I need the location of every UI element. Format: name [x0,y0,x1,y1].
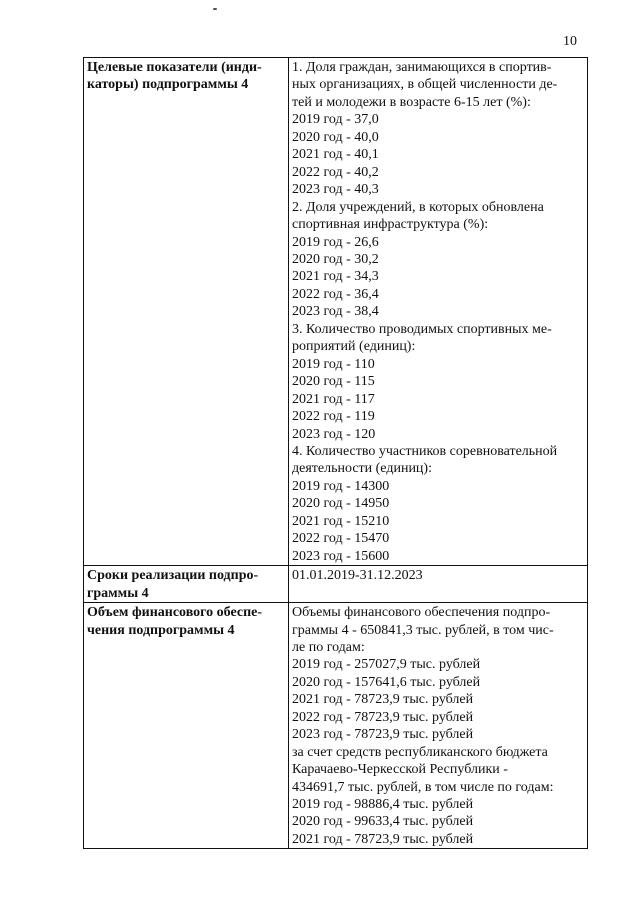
row-value-line: 2023 год - 38,4 [292,304,379,320]
row-value-line: 2020 год - 14950 [292,496,390,512]
row-value-line: 2019 год - 26,6 [292,234,379,250]
row-label-line: каторы) подпрограммы 4 [87,77,249,93]
row-value-line: 1. Доля граждан, занимающихся в спортив- [292,60,552,75]
row-label [84,603,289,849]
scan-speck [213,8,217,10]
row-value-line: 2022 год - 78723,9 тыс. рублей [292,709,474,725]
row-value-line: 2021 год - 78723,9 тыс. рублей [292,692,474,708]
row-value-line: 2020 год - 157641,6 тыс. рублей [292,674,481,690]
row-label-line: чения подпрограммы 4 [87,622,235,638]
row-value-line: Объемы финансового обеспечения подпро- [292,605,551,621]
row-value-line: 2021 год - 40,1 [292,147,379,163]
row-value-line: 2019 год - 110 [292,356,375,372]
row-label-line: Целевые показатели (инди- [87,60,262,75]
subprogram-passport-table [83,57,588,849]
row-value-line: 2021 год - 34,3 [292,269,379,285]
row-value-line: Карачаево-Черкесской Республики - [292,762,508,778]
row-value-line: 2023 год - 40,3 [292,182,379,198]
row-value-line: 2021 год - 15210 [292,513,390,529]
row-value-line: 2019 год - 257027,9 тыс. рублей [292,657,481,673]
row-value-line: 2020 год - 40,0 [292,129,379,145]
row-value-line: 2020 год - 99633,4 тыс. рублей [292,814,474,830]
table-row-implementation-period [84,566,588,603]
row-value-line: 01.01.2019-31.12.2023 [292,568,423,584]
row-value-line: роприятий (единиц): [292,339,416,355]
row-value-line: 2022 год - 15470 [292,531,390,547]
row-value-line: 434691,7 тыс. рублей, в том числе по годам: [292,779,554,795]
row-value-line: 2022 год - 119 [292,409,375,425]
row-value-line: 2023 год - 15600 [292,548,390,564]
row-value-line: 2023 год - 120 [292,426,376,442]
row-value-line: спортивная инфраструктура (%): [292,217,489,233]
row-value [289,603,588,849]
row-value-line: ных организациях, в общей численности де- [292,77,558,93]
row-label [84,566,289,603]
row-value-line: 2022 год - 36,4 [292,286,379,302]
row-value-line: за счет средств республиканского бюджета [292,744,548,760]
row-value-line: 2. Доля учреждений, в которых обновлена [292,199,544,215]
row-value-line: 3. Количество проводимых спортивных ме- [292,321,552,337]
row-value-line: граммы 4 - 650841,3 тыс. рублей, в том чис- [292,622,554,638]
row-value-line: 4. Количество участников соревновательной [292,443,558,459]
row-value-line: 2021 год - 117 [292,391,375,407]
row-value-line: 2019 год - 98886,4 тыс. рублей [292,797,474,813]
row-label-line: Сроки реализации подпро- [87,568,259,584]
row-value-line: 2020 год - 30,2 [292,251,379,267]
row-value-line: 2022 год - 40,2 [292,164,379,180]
row-value-line: 2021 год - 78723,9 тыс. рублей [292,831,474,847]
row-value-line: деятельности (единиц): [292,461,432,477]
row-value-line: тей и молодежи в возрасте 6-15 лет (%): [292,94,531,110]
row-label-line: граммы 4 [87,585,149,601]
row-value-line: 2023 год - 78723,9 тыс. рублей [292,727,474,743]
table-row-financing-volume [84,603,588,849]
row-value-line: 2019 год - 37,0 [292,112,379,128]
row-label-line: Объем финансового обеспе- [87,605,263,621]
row-value-line: 2019 год - 14300 [292,478,390,494]
row-value-line: 2020 год - 115 [292,374,375,390]
page-number: 10 [563,34,577,49]
row-value-line: ле по годам: [292,639,365,655]
row-value [289,58,588,566]
row-label [84,58,289,566]
row-value [289,566,588,603]
table-row-target-indicators [84,58,588,566]
